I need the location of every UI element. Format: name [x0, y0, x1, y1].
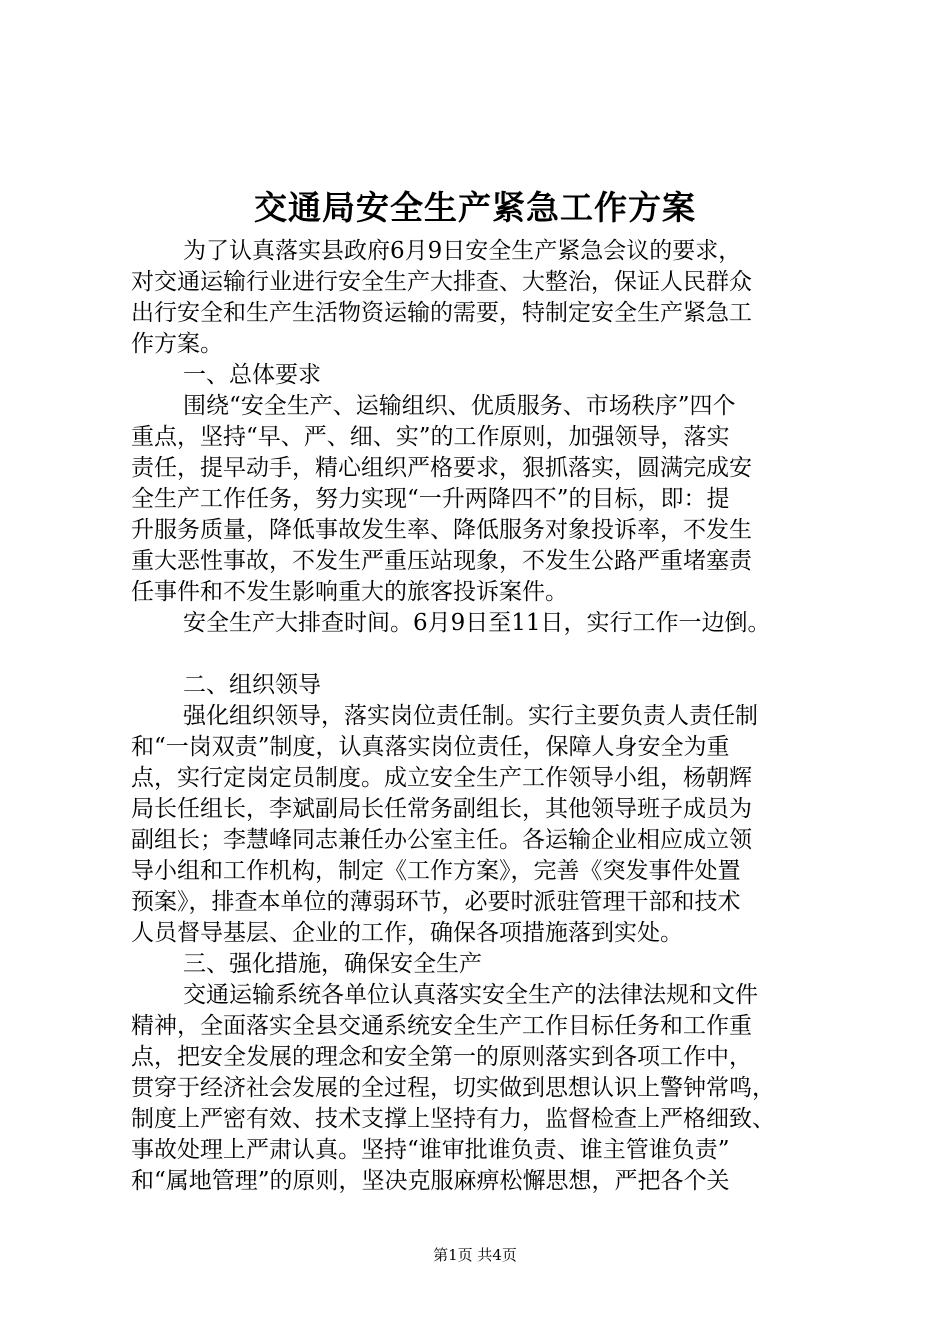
body-line: 局长任组长，李斌副局长任常务副组长，其他领导班子成员为 [131, 796, 752, 822]
section-heading-1: 一、总体要求 [183, 362, 321, 388]
body-line: 重大恶性事故，不发生严重压站现象，不发生公路严重堵塞责 [131, 548, 752, 574]
document-body [131, 236, 831, 1197]
section-heading-2: 二、组织领导 [183, 672, 321, 698]
body-line: 制度上严密有效、技术支撑上坚持有力，监督检查上严格细致、 [131, 1106, 775, 1132]
document-title: 交通局安全生产紧急工作方案 [254, 188, 696, 227]
paragraph-spacer [131, 639, 831, 670]
body-line: 出行安全和生产生活物资运输的需要，特制定安全生产紧急工 [131, 300, 752, 326]
body-line: 交通运输系统各单位认真落实安全生产的法律法规和文件 [183, 982, 758, 1008]
section-heading-3: 三、强化措施，确保安全生产 [183, 951, 482, 977]
body-line: 全生产工作任务，努力实现“一升两降四不”的目标，即：提 [131, 486, 730, 512]
body-line: 事故处理上严肃认真。坚持“谁审批谁负责、谁主管谁负责” [131, 1137, 730, 1163]
body-line: 人员督导基层、企业的工作，确保各项措施落到实处。 [131, 920, 683, 946]
body-line: 安全生产大排查时间。6月9日至11日，实行工作一边倒。 [183, 610, 771, 636]
body-line: 和“一岗双责”制度，认真落实岗位责任，保障人身安全为重 [131, 734, 730, 760]
body-line: 副组长；李慧峰同志兼任办公室主任。各运输企业相应成立领 [131, 827, 752, 853]
body-line: 围绕“安全生产、运输组织、优质服务、市场秩序”四个 [183, 393, 736, 419]
body-line: 为了认真落实县政府6月9日安全生产紧急会议的要求， [183, 238, 742, 264]
body-line: 精神，全面落实全县交通系统安全生产工作目标任务和工作重 [131, 1013, 752, 1039]
body-line: 和“属地管理”的原则，坚决克服麻痹松懈思想，严把各个关 [131, 1168, 730, 1194]
body-line: 对交通运输行业进行安全生产大排查、大整治，保证人民群众 [131, 269, 752, 295]
body-line: 升服务质量，降低事故发生率、降低服务对象投诉率，不发生 [131, 517, 752, 543]
body-line: 贯穿于经济社会发展的全过程，切实做到思想认识上警钟常鸣， [131, 1075, 775, 1101]
page-number-footer: 第1页 共4页 [433, 1246, 517, 1264]
body-line: 任事件和不发生影响重大的旅客投诉案件。 [131, 579, 568, 605]
body-line: 导小组和工作机构，制定《工作方案》，完善《突发事件处置 [131, 858, 741, 884]
body-line: 责任，提早动手，精心组织严格要求，狠抓落实，圆满完成安 [131, 455, 752, 481]
body-line: 重点，坚持“早、严、细、实”的工作原则，加强领导，落实 [131, 424, 730, 450]
body-line: 点，把安全发展的理念和安全第一的原则落实到各项工作中， [131, 1044, 752, 1070]
body-line: 作方案。 [131, 331, 223, 357]
body-line: 预案》，排查本单位的薄弱环节，必要时派驻管理干部和技术 [131, 889, 741, 915]
body-line: 强化组织领导，落实岗位责任制。实行主要负责人责任制 [183, 703, 758, 729]
body-line: 点，实行定岗定员制度。成立安全生产工作领导小组，杨朝辉 [131, 765, 752, 791]
